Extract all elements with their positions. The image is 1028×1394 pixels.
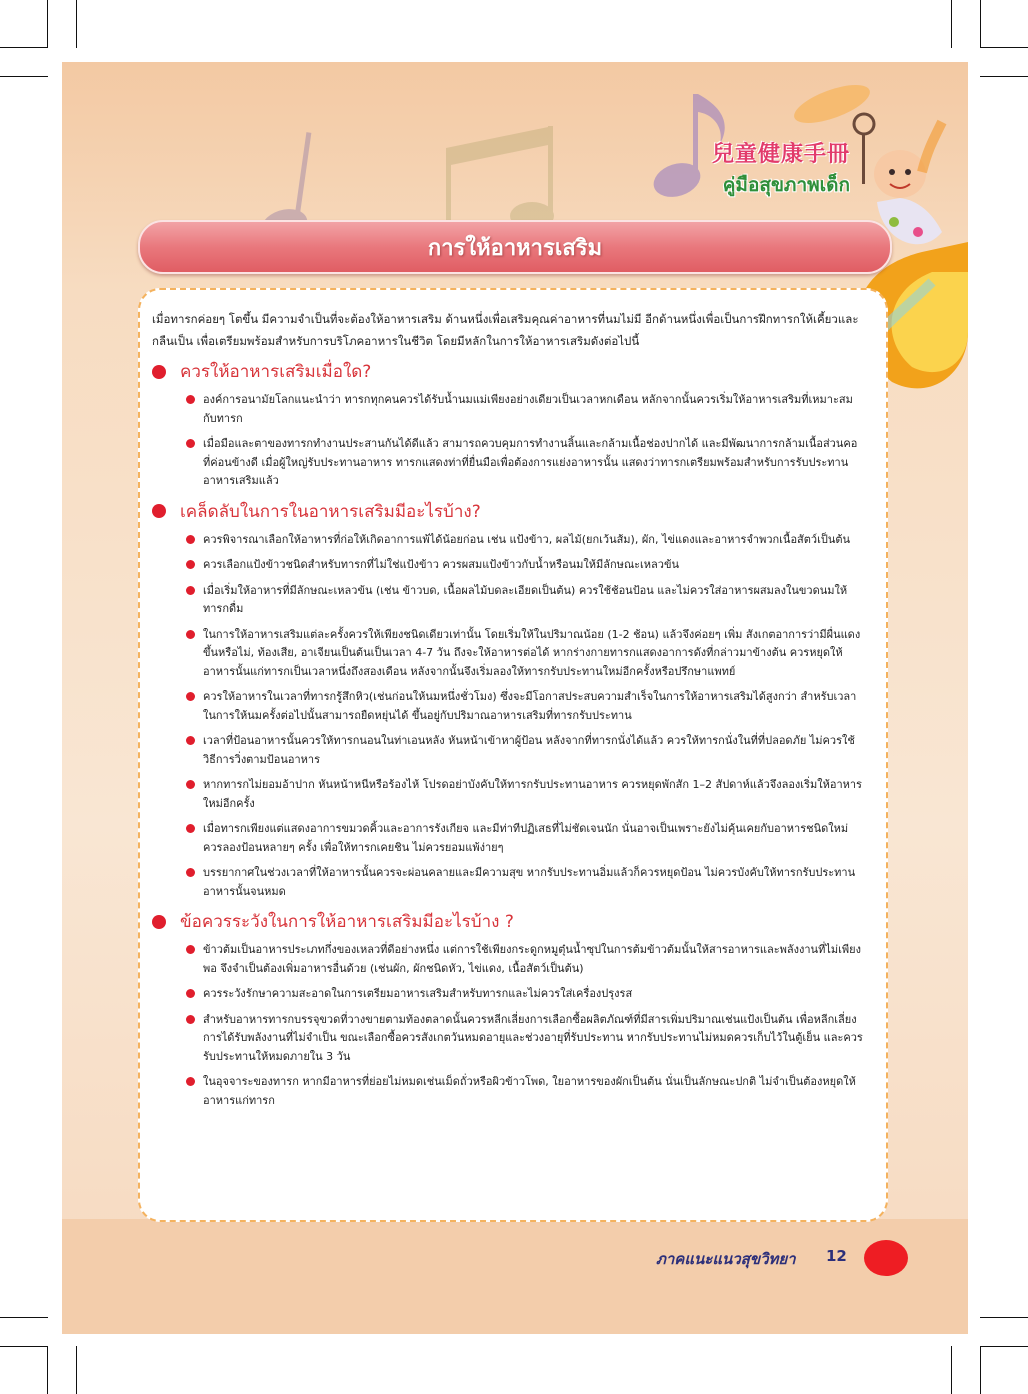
section-heading-text: ข้อควรระวังในการให้อาหารเสริมมีอะไรบ้าง ? bbox=[180, 912, 514, 932]
content-box bbox=[138, 288, 888, 1222]
crop-mark bbox=[76, 0, 77, 48]
list-item: องค์การอนามัยโลกแนะนำว่า ทารกทุกคนควรได้รับน้ำนมแม่เพียงอย่างเดียวเป็นเวลาหกเดือน หลักจากนั้นควรเริ่มให้อาหารเสริมที่เหมาะสมกับทารก bbox=[186, 391, 864, 428]
list-item: เมื่อเริ่มให้อาหารที่มีลักษณะเหลวข้น (เช่น ข้าวบด, เนื้อผลไม้บดละเอียดเป็นต้น) ควรใช้ช้อนป้อน และไม่ควรใส่อาหารผสมลงในขวดนมให้ทารกดื่ม bbox=[186, 582, 864, 619]
section-heading-cautions bbox=[152, 908, 864, 935]
brand-logo bbox=[712, 137, 850, 200]
list-item: ควรพิจารณาเลือกให้อาหารที่ก่อให้เกิดอาการแพ้ได้น้อยก่อน เช่น แป้งข้าว, ผลไม้(ยกเว้นส้ม), ผัก, ไข่แดงและอาหารจำพวกเนื้อสัตว์เป็นต้น bbox=[186, 531, 864, 550]
section-heading-text: เคล็ดลับในการในอาหารเสริมมีอะไรบ้าง? bbox=[180, 501, 481, 522]
list-item: หากทารกไม่ยอมอ้าปาก หันหน้าหนีหรือร้องไห้ โปรดอย่าบังคับให้ทารกรับประทานอาหาร ควรหยุดพักสัก 1–2 สัปดาห์แล้วจึงลองเริ่มให้อาหารใหม่อีกครั้ง bbox=[186, 776, 864, 813]
list-item: ควรให้อาหารในเวลาที่ทารกรู้สึกหิว(เช่นก่อนให้นมหนึ่งชั่วโมง) ซึ่งจะมีโอกาสประสบความสำเร็จในการให้อาหารเสริมได้สูงกว่า สำหรับเวลาในการให้นมครั้งต่อไปนั้นสามารถยืดหยุ่นได้ ขึ้นอยู่กับปริมาณอาหารเสริมที่ทารกรับประทาน bbox=[186, 688, 864, 725]
crop-mark bbox=[0, 1346, 48, 1347]
crop-mark bbox=[47, 0, 48, 48]
section-list-cautions bbox=[152, 941, 864, 1110]
crop-mark bbox=[980, 1346, 1028, 1347]
crop-mark bbox=[980, 47, 1028, 48]
list-item: เมื่อทารกเพียงแต่แสดงอาการขมวดคิ้วและอาการรังเกียจ และมีท่าทีปฏิเสธที่ไม่ชัดเจนนัก นั่นอาจเป็นเพราะยังไม่คุ้นเคยกับอาหารชนิดใหม่ ควรลองป้อนหลายๆ ครั้ง เพื่อให้ทารกเคยชิน ไม่ควรยอมแพ้ง่ายๆ bbox=[186, 820, 864, 857]
crop-mark bbox=[951, 1346, 952, 1394]
title-banner bbox=[138, 220, 892, 274]
music-notes-decoration bbox=[172, 82, 792, 312]
list-item: ควรระวังรักษาความสะอาดในการเตรียมอาหารเสริมสำหรับทารกและไม่ควรใส่เครื่องปรุงรส bbox=[186, 985, 864, 1004]
brand-thai-title: คู่มือสุขภาพเด็ก bbox=[722, 174, 850, 196]
bullet-dot-icon bbox=[152, 504, 166, 518]
list-item: ในการให้อาหารเสริมแต่ละครั้งควรให้เพียงชนิดเดียวเท่านั้น โดยเริ่มให้ในปริมาณน้อย (1-2 ช้อน) แล้วจึงค่อยๆ เพิ่ม สังเกตอาการว่ามีผื่นแดงขึ้นหรือไม่, ท้องเสีย, อาเจียนเป็นต้นเป็นเวลา 4-7 วัน ถึงจะให้อาหารต่อได้ หากร่างกายทารกแสดงอาการดังที่กล่าวมาข้างต้น ควรหยุดให้อาหารนั้นแก่ทารกเป็นเวลาหนึ่งถึงสองเดือน หลังจากนั้นจึงเริ่มลองให้ทารกรับประทานใหม่อีกครั้งหรือปรึกษาแพทย์ bbox=[186, 626, 864, 682]
list-item: สำหรับอาหารทารกบรรจุขวดที่วางขายตามท้องตลาดนั้นควรหลีกเลี่ยงการเลือกซื้อผลิตภัณฑ์ที่มีสารเพิ่มปริมาณเช่นแป้งเป็นต้น เพื่อหลีกเลี่ยงการได้รับพลังงานที่ไม่จำเป็น ขณะเลือกซื้อควรสังเกตวันหมดอายุและช่วงอายุที่รับประทาน หากรับประทานไม่หมดควรเก็บไว้ในตู้เย็น และควรรับประทานให้หมดภายใน 3 วัน bbox=[186, 1011, 864, 1067]
crop-mark bbox=[980, 0, 981, 48]
list-item: ข้าวต้มเป็นอาหารประเภทกึ่งของเหลวที่ดีอย่างหนึ่ง แต่การใช้เพียงกระดูกหมูตุ๋นน้ำซุปในการต้มข้าวต้มนั้นให้สารอาหารและพลังงานที่ไม่เพียงพอ จึงจำเป็นต้องเพิ่มอาหารอื่นด้วย (เช่นผัก, ผักชนิดหัว, ไข่แดง, เนื้อสัตว์เป็นต้น) bbox=[186, 941, 864, 978]
crop-mark bbox=[951, 0, 952, 48]
section-list-tips bbox=[152, 531, 864, 902]
page-dot-icon bbox=[864, 1240, 908, 1276]
bullet-dot-icon bbox=[152, 915, 166, 929]
intro-paragraph: เมื่อทารกค่อยๆ โตขึ้น มีความจำเป็นที่จะต้องให้อาหารเสริม ด้านหนึ่งเพื่อเสริมคุณค่าอาหารที่นมไม่มี อีกด้านหนึ่งเพื่อเป็นการฝึกทารกให้เคี้ยวและกลืนเป็น เพื่อเตรียมพร้อมสำหรับการบริโภคอาหารในชีวิต โดยมีหลักในการให้อาหารเสริมดังต่อไปนี้ bbox=[152, 312, 859, 348]
section-list-when bbox=[152, 391, 864, 491]
section-heading-when bbox=[152, 358, 864, 385]
section-heading-text: ควรให้อาหารเสริมเมื่อใด? bbox=[180, 362, 372, 382]
list-item: บรรยากาศในช่วงเวลาที่ให้อาหารนั้นควรจะผ่อนคลายและมีความสุข หากรับประทานอิ่มแล้วก็ควรหยุดป้อน ไม่ควรบังคับให้ทารกรับประทานอาหารนั้นจนหมด bbox=[186, 864, 864, 901]
crop-mark bbox=[0, 47, 48, 48]
crop-mark bbox=[76, 1346, 77, 1394]
section-heading-tips bbox=[152, 498, 864, 525]
list-item: ในอุจจาระของทารก หากมีอาหารที่ย่อยไม่หมดเช่นเม็ดถั่วหรือผิวข้าวโพด, ใยอาหารของผักเป็นต้น นั่นเป็นลักษณะปกติ ไม่จำเป็นต้องหยุดให้อาหารแก่ทารก bbox=[186, 1073, 864, 1110]
crop-mark bbox=[47, 1346, 48, 1394]
crop-mark bbox=[980, 1317, 1028, 1318]
list-item: เวลาที่ป้อนอาหารนั้นควรให้ทารกนอนในท่าเอนหลัง หันหน้าเข้าหาผู้ป้อน หลังจากที่ทารกนั่งได้แล้ว ควรให้ทารกนั่งในที่ที่ปลอดภัย ไม่ควรใช้วิธีการวิ่งตามป้อนอาหาร bbox=[186, 732, 864, 769]
list-item: ควรเลือกแป้งข้าวชนิดสำหรับทารกที่ไม่ใช่แป้งข้าว ควรผสมแป้งข้าวกับน้ำหรือนมให้มีลักษณะเหลวข้น bbox=[186, 556, 864, 575]
crop-mark bbox=[980, 76, 1028, 77]
page-number: 12 bbox=[826, 1247, 847, 1265]
page-title: การให้อาหารเสริม bbox=[427, 235, 603, 261]
brand-chinese-title: 兒童健康手冊 bbox=[711, 142, 850, 167]
crop-mark bbox=[0, 76, 48, 77]
list-item: เมื่อมือและตาของทารกทำงานประสานกันได้ดีแล้ว สามารถควบคุมการทำงานลิ้นและกล้ามเนื้อช่องปากได้ และมีพัฒนาการกล้ามเนื้อส่วนคอที่ค่อนข้างดี เมื่อผู้ใหญ่รับประทานอาหาร ทารกแสดงท่าที่ยื่นมือเพื่อต้องการแย่งอาหารนั้น แสดงว่าทารกเตรียมพร้อมสำหรับการรับประทานอาหารเสริมแล้ว bbox=[186, 435, 864, 491]
bullet-dot-icon bbox=[152, 365, 166, 379]
footer-section-title: ภาคแนะแนวสุขวิทยา bbox=[656, 1250, 796, 1268]
crop-mark bbox=[0, 1317, 48, 1318]
crop-mark bbox=[980, 1346, 981, 1394]
bottom-band bbox=[62, 1219, 968, 1334]
